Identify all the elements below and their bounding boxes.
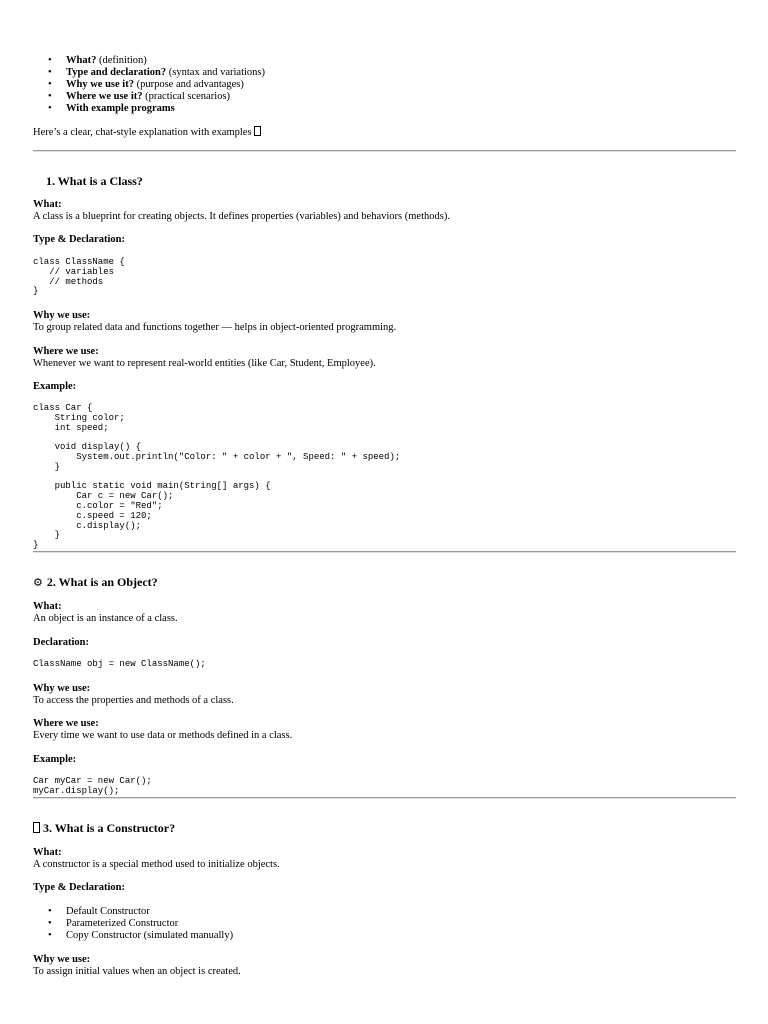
class-example-label: Example: [33,381,77,392]
object-declaration-label: Declaration: [33,637,89,648]
class-declaration-code: class ClassName { // variables // methods } [33,257,125,297]
constructor-why: Why we use: To assign initial values when an object is created. [33,954,241,977]
object-what: What: An object is an instance of a class. [33,601,178,624]
list-item: • Default Constructor [33,906,233,918]
object-where: Where we use: Every time we want to use data or methods defined in a class. [33,718,293,741]
section-divider [33,797,736,799]
emoji-placeholder-icon [254,126,261,136]
class-example-code: class Car { String color; int speed; void display() { System.out.println("Color: " + color + ", Speed: " + speed); } public static void main(String[] args) { Car c = new Car(); c.color = "Red"; c.speed = 120; c.display(); } } [33,403,401,551]
list-item: • Copy Constructor (simulated manually) [33,930,233,942]
list-item: • Type and declaration? (syntax and variations) [33,67,265,79]
emoji-placeholder-icon [33,822,40,833]
section-heading-class: 1. What is a Class? [46,174,143,188]
section-divider [33,150,736,152]
gear-icon: ⚙ [33,576,43,589]
list-item: • Where we use it? (practical scenarios) [33,91,265,103]
list-item: • Why we use it? (purpose and advantages) [33,79,265,91]
object-declaration-code: ClassName obj = new ClassName(); [33,659,206,669]
list-item: • With example programs [33,103,265,115]
list-item: • Parameterized Constructor [33,918,233,930]
section-heading-object: ⚙ 2. What is an Object? [33,575,158,589]
class-type-label: Type & Declaration: [33,234,125,245]
section-heading-constructor: 3. What is a Constructor? [33,821,175,835]
object-example-label: Example: [33,754,77,765]
class-where: Where we use: Whenever we want to represent real-world entities (like Car, Student, Employee). [33,346,376,369]
object-example-code: Car myCar = new Car(); myCar.display(); [33,776,152,796]
section-divider [33,551,736,553]
object-why: Why we use: To access the properties and methods of a class. [33,683,234,706]
constructor-what: What: A constructor is a special method used to initialize objects. [33,847,280,870]
list-item: • What? (definition) [33,55,265,67]
intro-paragraph: Here’s a clear, chat-style explanation with examples [33,126,264,139]
class-what: What: A class is a blueprint for creating objects. It defines properties (variables) and behaviors (methods). [33,199,450,222]
class-why: Why we use: To group related data and functions together — helps in object-oriented programming. [33,310,397,333]
constructor-type-label: Type & Declaration: [33,882,125,893]
intro-bullet-list [33,55,265,115]
constructor-types-list [33,906,233,942]
